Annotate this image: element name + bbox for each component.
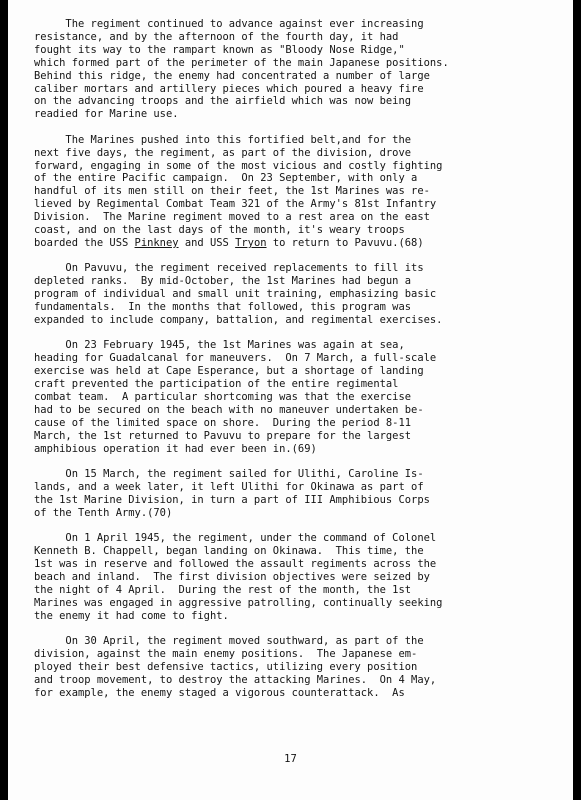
paragraph-2: [34, 134, 574, 250]
text-line: of the Tenth Army.(70): [34, 506, 173, 519]
ships-line: [34, 237, 574, 250]
text-line: coast, and on the last days of the month, it's weary troops: [34, 224, 405, 237]
document-body: [34, 18, 574, 712]
text-line: readied for Marine use.: [34, 108, 179, 121]
text-line: resistance, and by the afternoon of the fourth day, it had: [34, 30, 399, 43]
text-line: had to be secured on the beach with no maneuver undertaken be-: [34, 403, 424, 416]
text-line: which formed part of the perimeter of the main Japanese positions.: [34, 56, 449, 69]
text-line: expanded to include company, battalion, and regimental exercises.: [34, 314, 443, 327]
paragraph-3: [34, 262, 574, 327]
text-line: Division. The Marine regiment moved to a rest area on the east: [34, 211, 430, 224]
paragraph-6: [34, 532, 574, 622]
text-line: Marines was engaged in aggressive patrolling, continually seeking: [34, 596, 443, 609]
paragraph-7: [34, 635, 574, 700]
text-line: on the advancing troops and the airfield which was now being: [34, 95, 412, 108]
text-line: beach and inland. The first division objectives were seized by: [34, 570, 430, 583]
text-line: and troop movement, to destroy the attacking Marines. On 4 May,: [34, 673, 437, 686]
text-line: The regiment continued to advance against ever increasing: [34, 18, 424, 30]
text-line: On 1 April 1945, the regiment, under the command of Colonel: [34, 532, 437, 545]
document-page: [8, 0, 573, 800]
text-line: lands, and a week later, it left Ulithi for Okinawa as part of: [34, 481, 424, 493]
text-line: fought its way to the rampart known as "Bloody Nose Ridge,": [34, 43, 405, 56]
text-line: lieved by Regimental Combat Team 321 of the Army's 81st Infantry: [34, 198, 437, 211]
text-line: cause of the limited space on shore. During the period 8-11: [34, 416, 412, 429]
text-line: the night of 4 April. During the rest of the month, the 1st: [34, 583, 412, 596]
text-line: On 30 April, the regiment moved southward, as part of the: [34, 635, 424, 648]
text-line: On Pavuvu, the regiment received replacements to fill its: [34, 262, 424, 275]
ships-line-start: boarded the USS: [34, 237, 135, 249]
text-line: exercise was held at Cape Esperance, but a shortage of landing: [34, 365, 424, 378]
paragraph-5: [34, 468, 574, 520]
ship-name-tryon: Tryon: [235, 237, 267, 249]
text-line: On 15 March, the regiment sailed for Ulithi, Caroline Is-: [34, 468, 424, 481]
text-line: Behind this ridge, the enemy had concentrated a number of large: [34, 69, 430, 82]
text-line: Kenneth B. Chappell, began landing on Okinawa. This time, the: [34, 545, 424, 558]
text-line: forward, engaging in some of the most vicious and costly fighting: [34, 159, 443, 172]
text-line: combat team. A particular shortcoming was that the exercise: [34, 391, 412, 404]
page-number: 17: [284, 753, 297, 765]
text-line: ployed their best defensive tactics, utilizing every position: [34, 660, 418, 673]
text-line: fundamentals. In the months that followed, this program was: [34, 301, 412, 314]
text-line: On 23 February 1945, the 1st Marines was again at sea,: [34, 339, 405, 352]
ship-name-pinkney: Pinkney: [134, 237, 179, 249]
text-line: depleted ranks. By mid-October, the 1st Marines had begun a: [34, 275, 412, 288]
text-line: the enemy it had come to fight.: [34, 609, 229, 622]
text-line: division, against the main enemy positions. The Japanese em-: [34, 647, 418, 660]
text-line: heading for Guadalcanal for maneuvers. On 7 March, a full-scale: [34, 352, 437, 365]
ships-line-middle: and USS: [178, 237, 236, 249]
text-line: caliber mortars and artillery pieces which poured a heavy fire: [34, 82, 424, 95]
text-line: amphibious operation it had ever been in.(69): [34, 442, 317, 455]
text-line: next five days, the regiment, as part of the division, drove: [34, 146, 412, 159]
text-line: craft prevented the participation of the entire regimental: [34, 378, 399, 391]
text-line: 1st was in reserve and followed the assault regiments across the: [34, 558, 437, 571]
text-line: March, the 1st returned to Pavuvu to prepare for the largest: [34, 429, 412, 442]
text-line: The Marines pushed into this fortified belt,and for the: [34, 133, 412, 146]
text-line: of the entire Pacific campaign. On 23 September, with only a: [34, 172, 418, 185]
text-line: handful of its men still on their feet, the 1st Marines was re-: [34, 185, 430, 198]
text-line: for example, the enemy staged a vigorous counterattack. As: [34, 686, 405, 699]
paragraph-1: [34, 18, 574, 121]
paragraph-4: [34, 339, 574, 455]
text-line: the 1st Marine Division, in turn a part of III Amphibious Corps: [34, 493, 430, 506]
ships-line-end: to return to Pavuvu.(68): [266, 237, 424, 249]
text-line: program of individual and small unit training, emphasizing basic: [34, 288, 437, 301]
